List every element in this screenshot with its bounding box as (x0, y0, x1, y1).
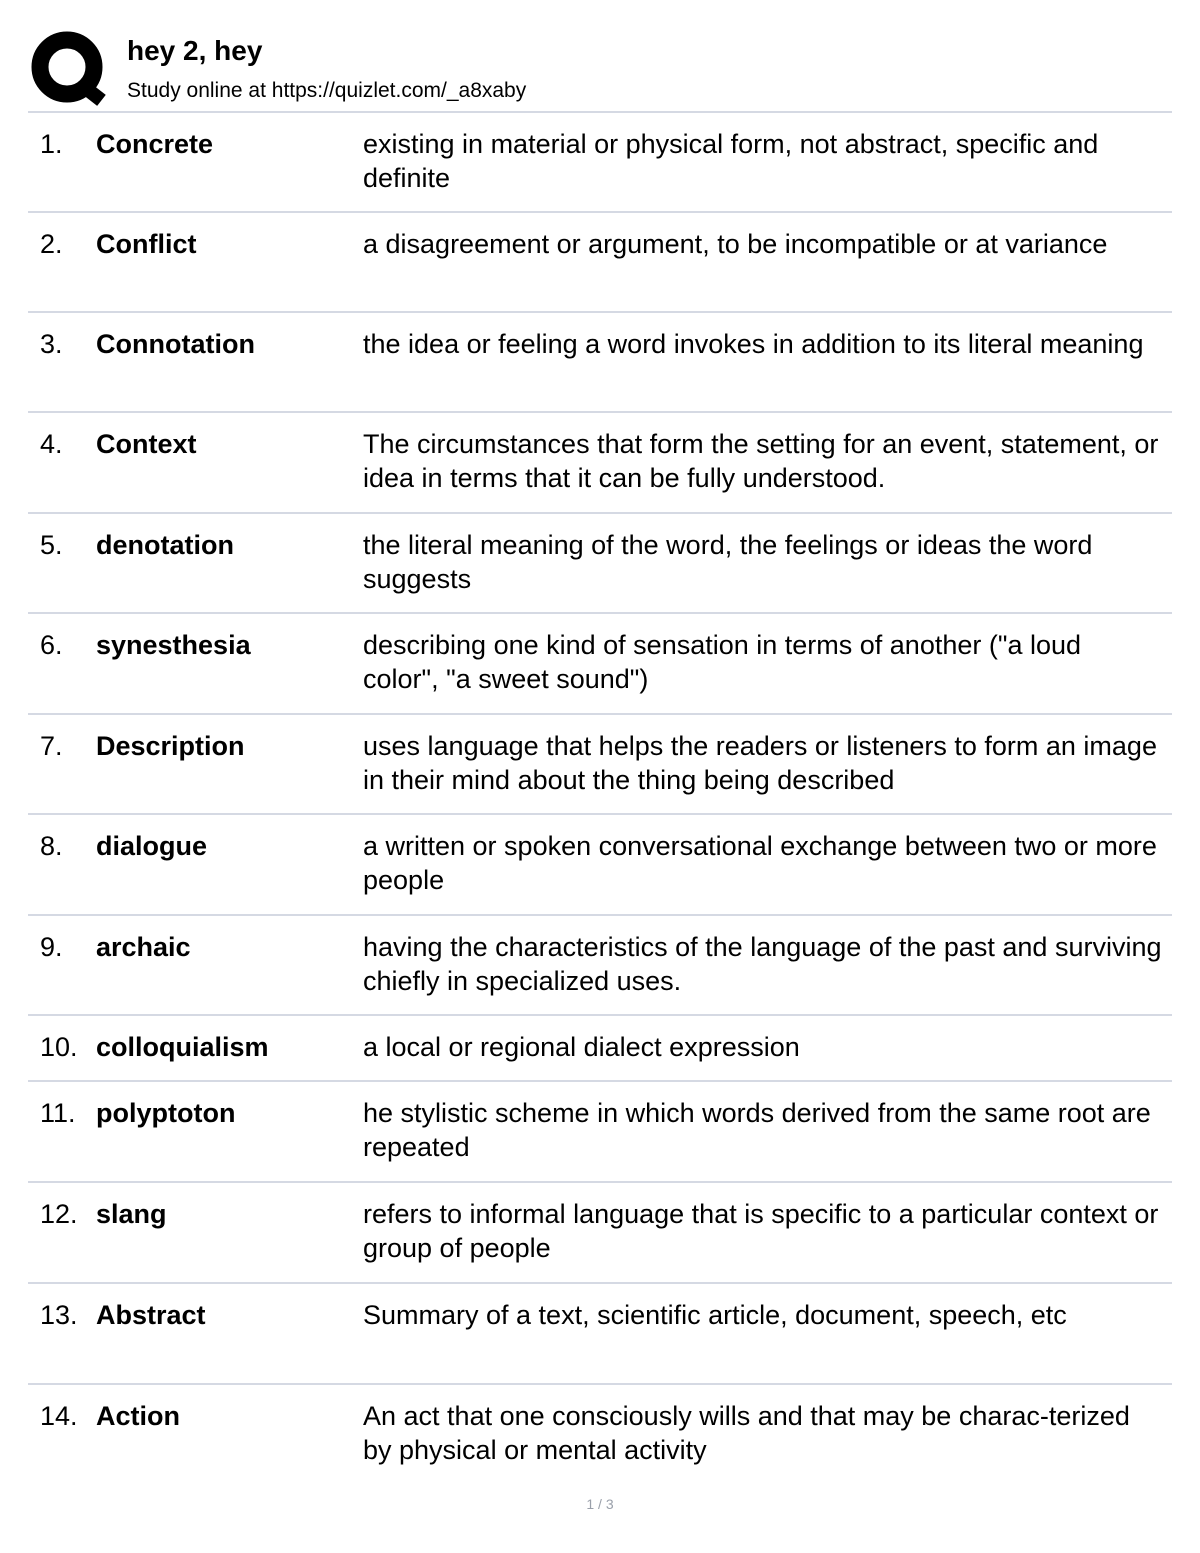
term-word: slang (96, 1199, 167, 1229)
term-row (28, 1284, 1172, 1385)
set-title: hey 2, hey (127, 35, 263, 66)
term-number: 11. (40, 1098, 76, 1128)
term-row (28, 514, 1172, 614)
term-row (28, 113, 1172, 213)
page-indicator: 1 / 3 (586, 1496, 614, 1512)
term-row (28, 213, 1172, 313)
term-definition: the literal meaning of the word, the feelings or ideas the word suggests (363, 530, 1093, 594)
term-definition: he stylistic scheme in which words derived from the same root are repeated (363, 1098, 1151, 1162)
term-row (28, 715, 1172, 815)
term-definition: The circumstances that form the setting for an event, statement, or idea in terms that it can be fully understood. (363, 429, 1159, 493)
term-row (28, 916, 1172, 1016)
term-word: Connotation (96, 329, 255, 359)
term-word: archaic (96, 932, 191, 962)
term-number: 12. (40, 1199, 78, 1229)
term-definition: An act that one consciously wills and that may be charac-terized by physical or mental activity (363, 1401, 1130, 1465)
term-word: denotation (96, 530, 234, 560)
term-definition: the idea or feeling a word invokes in addition to its literal meaning (363, 329, 1144, 359)
term-word: dialogue (96, 831, 208, 861)
term-row (28, 413, 1172, 514)
term-number: 6. (40, 630, 63, 660)
term-number: 1. (40, 129, 63, 159)
term-word: synesthesia (96, 630, 251, 660)
term-row (28, 1385, 1172, 1485)
term-number: 2. (40, 229, 63, 259)
term-number: 7. (40, 731, 63, 761)
term-word: Concrete (96, 129, 214, 159)
term-word: colloquialism (96, 1032, 269, 1062)
term-word: Context (96, 429, 197, 459)
term-word: Conflict (96, 229, 197, 259)
term-word: Abstract (96, 1300, 206, 1330)
term-word: Description (96, 731, 245, 761)
term-definition: Summary of a text, scientific article, document, speech, etc (363, 1300, 1067, 1330)
term-word: Action (96, 1401, 180, 1431)
term-row (28, 1183, 1172, 1284)
term-row (28, 1082, 1172, 1183)
term-definition: uses language that helps the readers or listeners to form an image in their mind about the thing being described (363, 731, 1157, 795)
term-number: 14. (40, 1401, 78, 1431)
term-number: 5. (40, 530, 63, 560)
term-definition: existing in material or physical form, not abstract, specific and definite (363, 129, 1099, 193)
term-definition: a written or spoken conversational exchange between two or more people (363, 831, 1157, 895)
term-row (28, 1016, 1172, 1082)
term-definition: refers to informal language that is specific to a particular context or group of people (363, 1199, 1159, 1263)
term-number: 4. (40, 429, 63, 459)
term-word: polyptoton (96, 1098, 236, 1128)
study-online-link[interactable]: Study online at https://quizlet.com/_a8xaby (127, 79, 527, 102)
document-header (28, 28, 1172, 112)
term-row (28, 313, 1172, 413)
term-number: 13. (40, 1300, 78, 1330)
term-row (28, 815, 1172, 916)
term-definition: having the characteristics of the language of the past and surviving chiefly in specialized uses. (363, 932, 1162, 996)
term-number: 8. (40, 831, 63, 861)
term-definition: a disagreement or argument, to be incompatible or at variance (363, 229, 1108, 259)
term-number: 9. (40, 932, 63, 962)
term-row (28, 614, 1172, 715)
term-definition: a local or regional dialect expression (363, 1032, 800, 1062)
term-definition: describing one kind of sensation in terms of another ("a loud color", "a sweet sound") (363, 630, 1082, 694)
term-number: 10. (40, 1032, 78, 1062)
term-number: 3. (40, 329, 63, 359)
quizlet-q-logo-icon (30, 30, 108, 108)
